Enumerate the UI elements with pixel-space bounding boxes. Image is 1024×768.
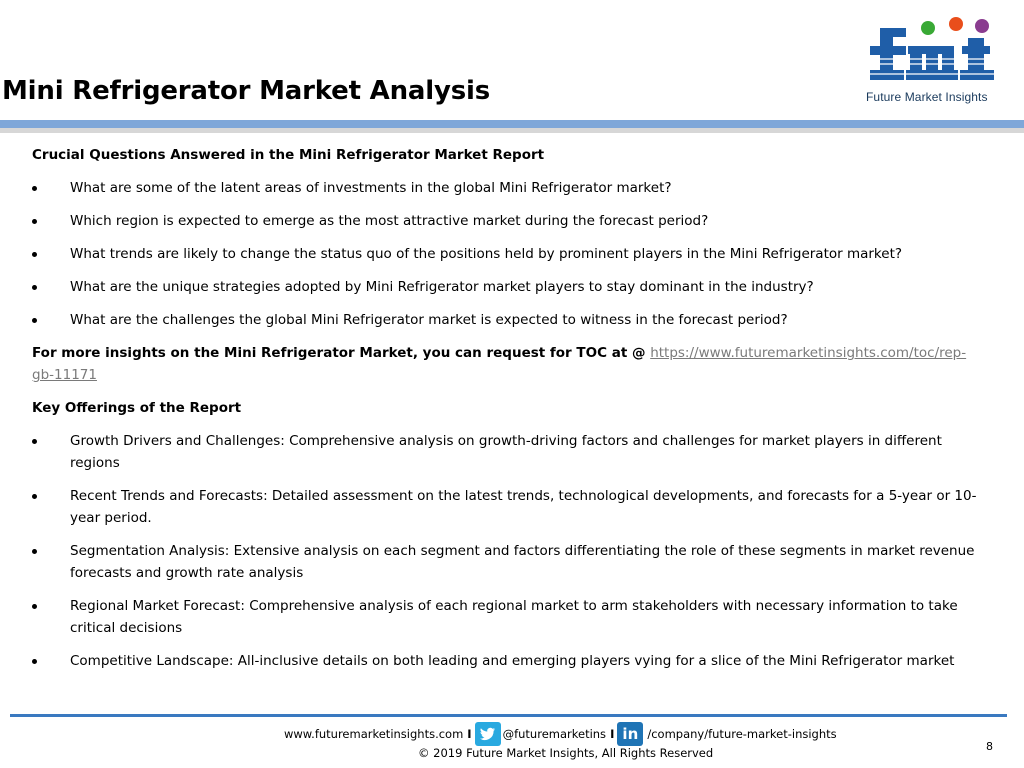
footer-divider	[10, 714, 1007, 717]
list-item: What trends are likely to change the status quo of the positions held by prominent players in the Mini Refrigerator market?	[32, 243, 982, 265]
footer-separator: I	[467, 727, 472, 741]
toc-request	[32, 342, 982, 386]
website-link[interactable]: www.futuremarketinsights.com	[284, 727, 464, 741]
twitter-handle[interactable]: @futuremarketins	[502, 727, 607, 741]
bullet-icon	[32, 318, 37, 323]
toc-link[interactable]: https://www.futuremarketinsights.com/toc/rep-gb-11171	[32, 345, 967, 383]
list-item: Regional Market Forecast: Comprehensive analysis of each regional market to arm stakeholders with necessary information to take critical decisions	[32, 595, 982, 639]
offerings-heading: Key Offerings of the Report	[32, 400, 242, 416]
list-item: What are the challenges the global Mini Refrigerator market is expected to witness in the forecast period?	[32, 309, 982, 331]
bullet-icon	[32, 285, 37, 290]
twitter-icon[interactable]	[475, 722, 501, 746]
bullet-icon	[32, 439, 37, 444]
list-item: Competitive Landscape: All-inclusive details on both leading and emerging players vying for a slice of the Mini Refrigerator market	[32, 650, 982, 672]
list-item: Recent Trends and Forecasts: Detailed assessment on the latest trends, technological developments, and forecasts for a 5-year or 10-year period.	[32, 485, 982, 529]
list-item: What are the unique strategies adopted by Mini Refrigerator market players to stay dominant in the industry?	[32, 276, 982, 298]
bullet-icon	[32, 659, 37, 664]
footer	[0, 722, 1024, 766]
linkedin-icon[interactable]: in	[617, 722, 643, 746]
list-item: What are some of the latent areas of investments in the global Mini Refrigerator market?	[32, 177, 982, 199]
linkedin-link[interactable]: /company/future-market-insights	[647, 727, 837, 741]
logo-brand-text: Future Market Insights	[866, 90, 988, 104]
toc-text: For more insights on the Mini Refrigerator Market, you can request for TOC at @	[32, 345, 651, 361]
list-item: Which region is expected to emerge as the most attractive market during the forecast period?	[32, 210, 982, 232]
fmi-logo	[864, 14, 1006, 102]
header-divider	[0, 120, 1024, 128]
bullet-icon	[32, 186, 37, 191]
bullet-icon	[32, 219, 37, 224]
footer-links	[284, 722, 837, 746]
list-item: Segmentation Analysis: Extensive analysis on each segment and factors differentiating the role of these segments in market revenue forecasts and growth rate analysis	[32, 540, 982, 584]
list-item: Growth Drivers and Challenges: Comprehensive analysis on growth-driving factors and challenges for market players in different regions	[32, 430, 982, 474]
questions-heading: Crucial Questions Answered in the Mini Refrigerator Market Report	[32, 147, 545, 163]
bullet-icon	[32, 494, 37, 499]
page-title: Mini Refrigerator Market Analysis	[2, 76, 490, 106]
footer-separator: I	[610, 727, 615, 741]
bullet-icon	[32, 549, 37, 554]
slide-content	[32, 144, 982, 683]
bullet-icon	[32, 252, 37, 257]
questions-list	[32, 177, 982, 331]
bullet-icon	[32, 604, 37, 609]
offerings-list	[32, 430, 982, 672]
copyright: © 2019 Future Market Insights, All Rights Reserved	[418, 746, 714, 760]
page-number: 8	[986, 740, 993, 753]
fmi-logo-mark	[864, 14, 1006, 90]
